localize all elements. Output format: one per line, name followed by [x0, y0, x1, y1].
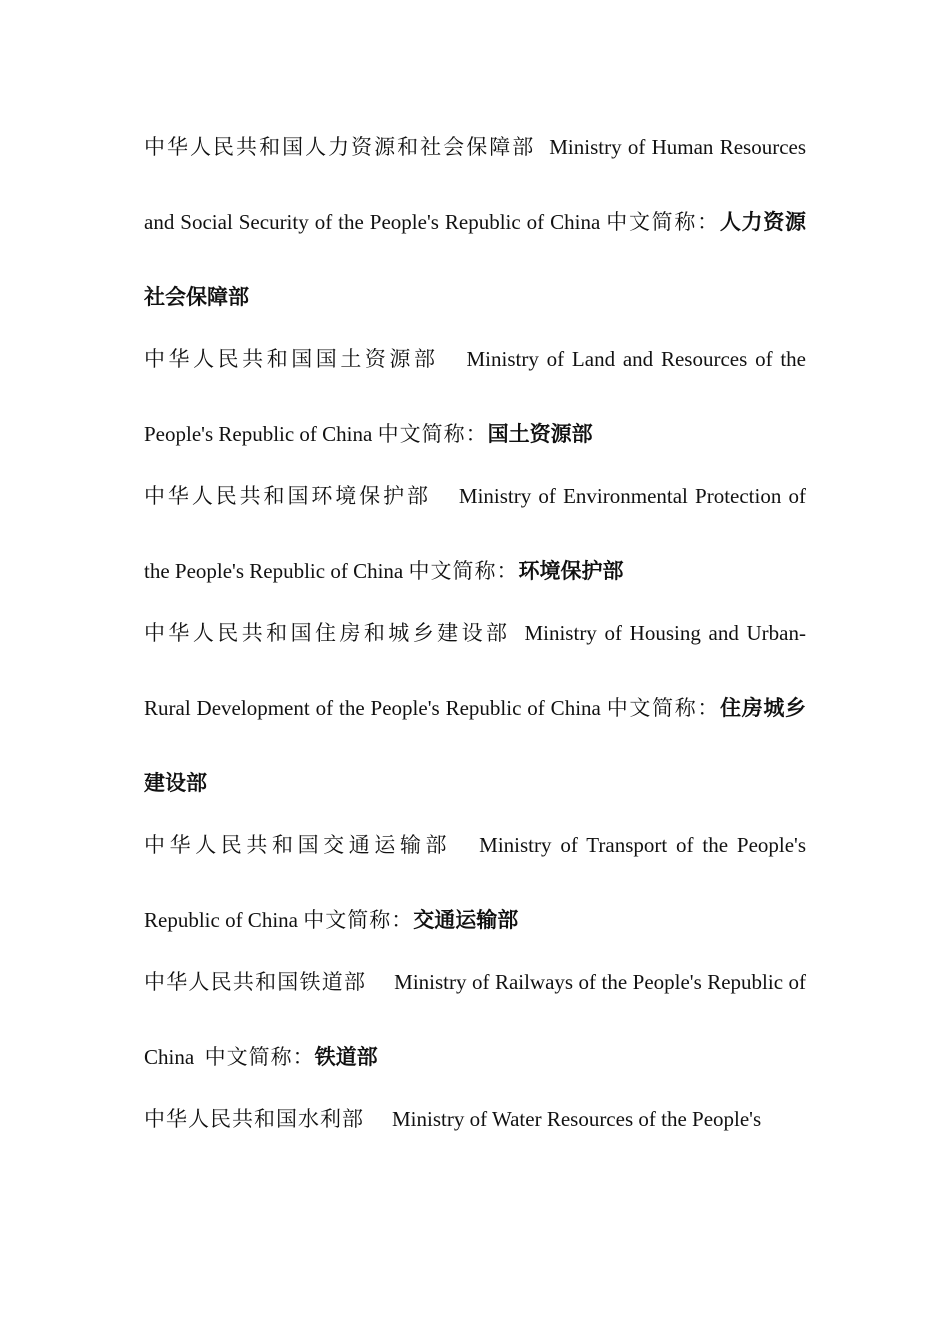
ministry-entry-railways [144, 945, 806, 1095]
ministry-entry-environment [144, 459, 806, 609]
ministry-name-zh: 中华人民共和国人力资源和社会保障部 [144, 135, 536, 159]
abbr-label: 中文简称： [408, 559, 519, 583]
ministry-name-en: Ministry of Railways of the People's Republic of China [144, 970, 807, 1069]
ministry-name-en: Ministry of Water Resources of the People's [392, 1107, 762, 1131]
ministry-name-en: Ministry of Environmental Protection of the People's Republic of China [144, 484, 807, 583]
ministry-entry-transport [144, 808, 806, 958]
ministry-entry-housing [144, 596, 806, 821]
ministry-entry-land [144, 322, 806, 472]
ministry-name-zh: 中华人民共和国铁道部 [144, 970, 367, 994]
ministry-abbr: 国土资源部 [487, 422, 593, 446]
ministry-name-en: Ministry of Land and Resources of the People's Republic of China [144, 347, 807, 446]
ministry-entry-hrss [144, 110, 806, 335]
ministry-abbr: 交通运输部 [413, 908, 519, 932]
ministry-entry-water [144, 1082, 806, 1157]
ministry-name-zh: 中华人民共和国交通运输部 [144, 833, 452, 857]
ministry-name-zh: 中华人民共和国水利部 [144, 1107, 364, 1131]
abbr-label: 中文简称： [606, 696, 721, 720]
ministry-name-en: Ministry of Transport of the People's Republic of China [144, 833, 807, 932]
ministry-abbr: 铁道部 [314, 1045, 378, 1069]
ministry-name-en: Ministry of Housing and Urban-Rural Development of the People's Republic of China [144, 621, 806, 720]
ministry-name-zh: 中华人民共和国住房和城乡建设部 [144, 621, 511, 645]
ministry-name-zh: 中华人民共和国国土资源部 [144, 347, 439, 371]
ministry-abbr: 住房城乡建设部 [144, 696, 807, 795]
abbr-label: 中文简称： [606, 210, 720, 234]
abbr-label: 中文简称： [377, 422, 488, 446]
ministry-name-zh: 中华人民共和国环境保护部 [144, 484, 431, 508]
abbr-label: 中文简称： [204, 1045, 315, 1069]
ministry-abbr: 环境保护部 [518, 559, 624, 583]
ministry-abbr: 人力资源社会保障部 [144, 210, 806, 309]
document-page [144, 110, 806, 1230]
ministry-name-en: Ministry of Human Resources and Social Security of the People's Republic of China [144, 135, 807, 234]
abbr-label: 中文简称： [303, 908, 414, 932]
